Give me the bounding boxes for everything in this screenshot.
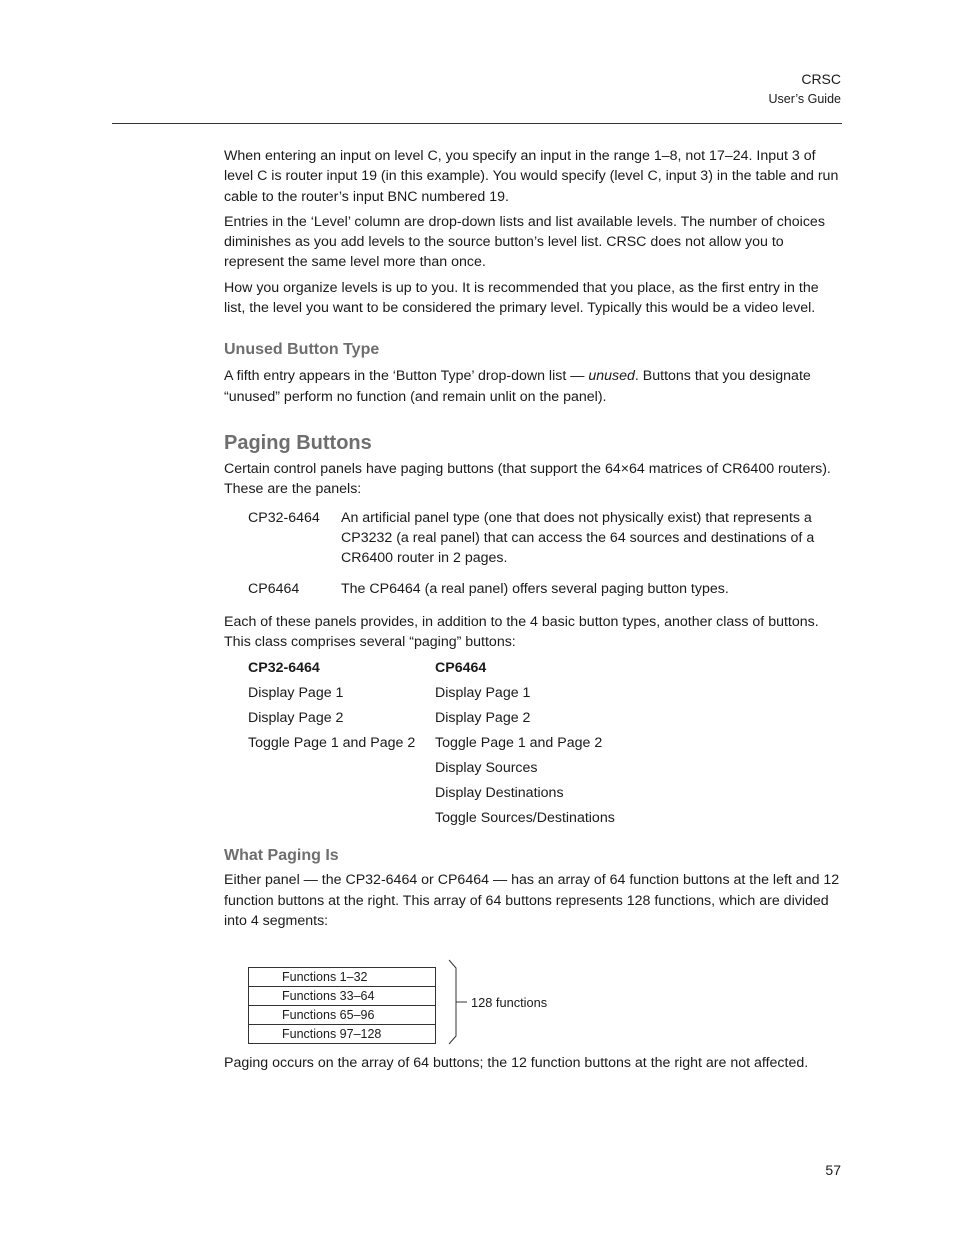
table-row: Functions 65–96 <box>249 1006 435 1025</box>
definition-description: An artificial panel type (one that does not physically exist) that represents a CP3232 (a real panel) that can access the 64 sources and destinations of a CR6400 router in 2 pages. <box>341 509 815 567</box>
functions-table <box>248 967 436 1044</box>
list-item: Toggle Page 1 and Page 2 <box>248 735 416 752</box>
definition-row <box>248 508 840 569</box>
intro-paragraph-1: When entering an input on level C, you specify an input in the range 1–8, not 17–24. Input 3 of level C is router input 19 (in this example). You would specify (level C, input 3) in the table and run cable to the router’s input BNC numbered 19. <box>224 148 839 205</box>
list-item: Display Destinations <box>435 785 564 802</box>
paging-buttons-heading: Paging Buttons <box>224 431 372 454</box>
closing-paragraph: Paging occurs on the array of 64 buttons; the 12 function buttons at the right are not affected. <box>224 1055 809 1071</box>
table-row: Functions 33–64 <box>249 987 435 1006</box>
unused-text-before: A fifth entry appears in the ‘Button Type’ drop-down list — <box>224 368 589 385</box>
list-item: Display Page 2 <box>248 710 344 727</box>
paging-intro: Certain control panels have paging buttons (that support the 64×64 matrices of CR6400 routers). These are the panels: <box>224 460 831 498</box>
column-heading: CP6464 <box>435 660 487 677</box>
column-heading: CP32-6464 <box>248 660 320 677</box>
table-row: Functions 97–128 <box>249 1025 435 1044</box>
list-item: Display Page 2 <box>435 710 531 727</box>
brace-label: 128 functions <box>471 995 548 1010</box>
table-row: Functions 1–32 <box>249 968 435 987</box>
header-subtitle: User’s Guide <box>768 92 841 106</box>
definition-term: CP32-6464 <box>248 509 320 526</box>
intro-paragraph-2: Entries in the ‘Level’ column are drop-down lists and list available levels. The number of choices diminishes as you add levels to the source button’s level list. CRSC does not allow you to represent the same level more than once. <box>224 213 825 271</box>
list-item: Display Page 1 <box>248 685 344 702</box>
page-number: 57 <box>825 1162 841 1178</box>
list-item: Toggle Sources/Destinations <box>435 810 615 827</box>
paging-classes-paragraph: Each of these panels provides, in addition to the 4 basic button types, another class of buttons. This class comprises several “paging” buttons: <box>224 613 819 651</box>
intro-paragraph-3: How you organize levels is up to you. It is recommended that you place, as the first entry in the list, the level you want to be considered the primary level. Typically this would be a video level. <box>224 279 819 317</box>
what-paging-paragraph: Either panel — the CP32-6464 or CP6464 — has an array of 64 function buttons at the left and 12 function buttons at the right. This array of 64 buttons represents 128 functions, which are divided into 4 segments: <box>224 872 840 929</box>
column-cp6464 <box>435 656 615 831</box>
list-item: Display Sources <box>435 760 538 777</box>
panel-definition-list <box>248 508 840 600</box>
definition-row <box>248 579 840 599</box>
what-paging-is-heading: What Paging Is <box>224 847 339 865</box>
unused-button-type-heading: Unused Button Type <box>224 341 380 359</box>
list-item: Toggle Page 1 and Page 2 <box>435 735 603 752</box>
unused-text-italic: unused <box>588 368 635 385</box>
header-title: CRSC <box>801 71 841 87</box>
paging-button-columns <box>248 656 840 831</box>
main-content <box>224 146 840 931</box>
list-item: Display Page 1 <box>435 685 531 702</box>
column-cp32-6464 <box>248 656 435 831</box>
brace-graphic <box>446 958 468 1046</box>
definition-term: CP6464 <box>248 581 300 598</box>
unused-button-type-paragraph <box>224 366 840 407</box>
unused-text-after: . Buttons that you designate “unused” perform no function (and remain unlit on the panel). <box>224 368 811 405</box>
definition-description: The CP6464 (a real panel) offers several paging button types. <box>341 581 729 598</box>
header-divider <box>112 123 842 124</box>
